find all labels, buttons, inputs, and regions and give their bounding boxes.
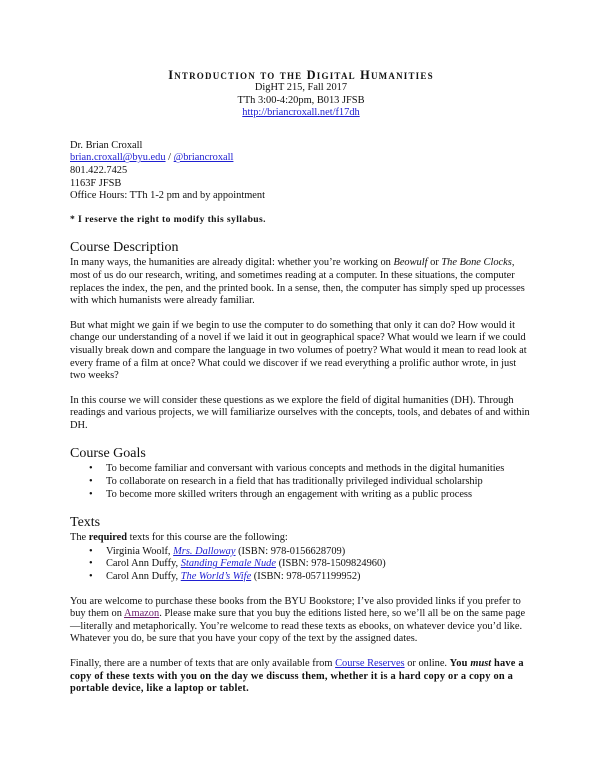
goal-item: • To become familiar and conversant with various concepts and methods in the digital humanities [106, 463, 532, 476]
instructor-contact [70, 140, 532, 203]
reserves-must: must [470, 658, 492, 669]
book-item [106, 546, 532, 559]
book-isbn: (ISBN: 978-1509824960) [275, 558, 386, 570]
course-url-line [70, 107, 532, 120]
syllabus-page [70, 68, 532, 696]
required-word: required [88, 532, 128, 544]
goals-list [70, 463, 532, 501]
beowulf-title: Beowulf [393, 257, 428, 269]
description-paragraph-1 [70, 257, 532, 307]
texts-intro-b: texts for this course are the following: [127, 532, 288, 544]
instructor-phone: 801.422.7425 [70, 164, 128, 176]
texts-intro [70, 532, 532, 545]
p1-text-a: In many ways, the humanities are already digital: whether you’re working on [70, 257, 394, 269]
book-isbn: (ISBN: 978-0156628709) [235, 545, 346, 557]
p1-or: or [427, 257, 442, 269]
goal-item: • To collaborate on research in a field that has traditionally privileged individual scholarship [106, 476, 532, 489]
amazon-link[interactable]: Amazon [123, 608, 160, 620]
description-paragraph-2: But what might we gain if we begin to use the computer to do something that only it can do? How would it change our understanding of a novel if we laid it out in geographical space? What would we learn if we could visually break down and compare the language in two volumes of poetry? What would it mean to read look at every frame of a film at once? What could we discover if we read everything a prolific author wrote, in just two weeks? [70, 319, 527, 382]
book-author: Carol Ann Duffy, [106, 571, 181, 583]
contact-separator: / [165, 152, 174, 164]
reserves-text-c: have a copy of these texts with you on the day we discuss them, whether it is a hard copy or a copy on a portable device, like a laptop or tablet. [70, 658, 524, 695]
book-author: Virginia Woolf, [106, 545, 174, 557]
instructor-name: Dr. Brian Croxall [70, 139, 143, 151]
texts-heading: Texts [70, 515, 101, 531]
book-list [70, 546, 532, 584]
course-schedule: TTh 3:00-4:20pm, B013 JFSB [237, 94, 365, 106]
book-title-link[interactable]: Mrs. Dalloway [173, 545, 236, 557]
office-hours: Office Hours: TTh 1-2 pm and by appointment [70, 190, 265, 202]
course-description-heading: Course Description [70, 240, 179, 256]
purchase-text-b: . Please make sure that you buy the editions listed here, so we’ll all be on the same page—literally and metaphorically. You’re welcome to read these texts as ebooks, on whatever device you’d like. Whatever you do, be sure that you have your copy of the text by the assigned dates. [70, 608, 526, 645]
p1-text-b: , most of us do our research, writing, and sometimes reading at a computer. In these situations, the computer replaces the index, the pen, and the printed book. In a sense, then, the computer has simply sped up processes with which humanists were already familiar. [70, 257, 525, 307]
contact-links [70, 152, 532, 165]
texts-intro-a: The [70, 532, 89, 544]
book-title-link[interactable]: The World’s Wife [180, 571, 252, 583]
course-title: Introduction to the Digital Humanities [168, 68, 434, 82]
course-number: DigHT 215, Fall 2017 [254, 82, 348, 93]
book-title-link[interactable]: Standing Female Nude [180, 558, 276, 570]
email-link[interactable]: brian.croxall@byu.edu [70, 152, 166, 164]
reserves-text-a: Finally, there are a number of texts that are only available from [70, 658, 336, 669]
reserves-you: You [449, 658, 471, 669]
description-paragraph-3: In this course we will consider these questions as we explore the field of digital humanities (DH). Through readings and various projects, we will familiarize ourselves with the concepts, tools, and debates of and within DH. [70, 394, 530, 431]
reserves-paragraph [70, 658, 532, 696]
book-item [106, 558, 532, 571]
course-reserves-link[interactable]: Course Reserves [335, 658, 405, 669]
purchase-paragraph [70, 596, 532, 646]
book-isbn: (ISBN: 978-0571199952) [251, 571, 361, 583]
reserves-text-b: or online. [404, 658, 450, 669]
syllabus-note: * I reserve the right to modify this syllabus. [70, 213, 266, 225]
course-goals-heading: Course Goals [70, 446, 146, 462]
book-item [106, 571, 532, 584]
purchase-text-a: You are welcome to purchase these books from the BYU Bookstore; I’ve also provided links if you prefer to buy them on [70, 595, 521, 620]
bone-clocks-title: The Bone Clocks [441, 257, 512, 269]
book-author: Carol Ann Duffy, [106, 558, 181, 570]
instructor-office: 1163F JFSB [70, 177, 122, 189]
goal-item: • To become more skilled writers through an engagement with writing as a public process [106, 489, 532, 502]
course-url-link[interactable]: http://briancroxall.net/f17dh [242, 107, 360, 119]
twitter-link[interactable]: @briancroxall [173, 152, 234, 164]
